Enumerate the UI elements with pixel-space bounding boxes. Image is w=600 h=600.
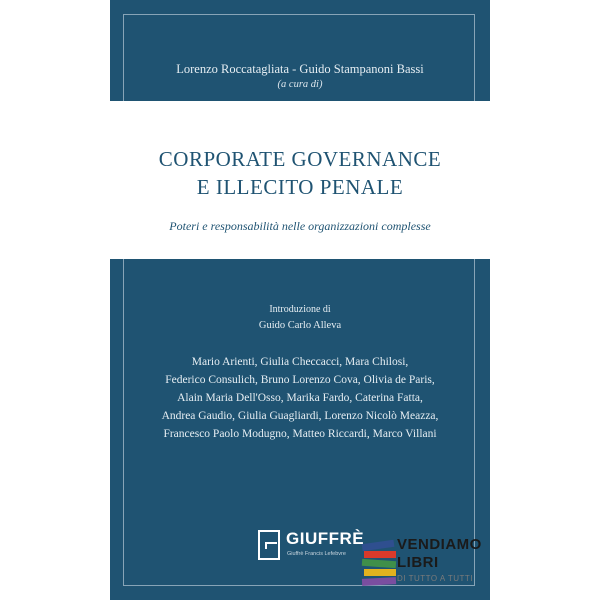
cover-authors: Lorenzo Roccatagliata - Guido Stampanoni Bassi <box>176 62 424 76</box>
books-stack-icon <box>360 538 400 588</box>
contributors-line: Mario Arienti, Giulia Checcacci, Mara Chilosi, <box>191 356 409 368</box>
watermark-line2: LIBRI <box>397 554 439 571</box>
publisher-mark-icon <box>258 530 280 560</box>
cover-subtitle: Poteri e responsabilità nelle organizzazioni complesse <box>169 219 431 233</box>
contributors-line: Andrea Gaudio, Giulia Guagliardi, Lorenzo Nicolò Meazza, <box>161 410 439 422</box>
watermark <box>350 530 500 590</box>
publisher-subtitle: Giuffrè Francis Lefebvre <box>287 551 346 557</box>
watermark-line1: VENDIAMO <box>397 536 482 553</box>
intro-label: Introduzione di <box>269 304 331 315</box>
cover-title-line1: CORPORATE GOVERNANCE <box>158 147 442 171</box>
publisher-name: GIUFFRÈ <box>286 529 365 548</box>
cover-title-line2: E ILLECITO PENALE <box>196 175 404 199</box>
contributors-line: Federico Consulich, Bruno Lorenzo Cova, Olivia de Paris, <box>165 374 435 386</box>
cover-curatori-note: (a cura di) <box>277 79 323 90</box>
contributors-line: Alain Maria Dell'Osso, Marika Fardo, Caterina Fatta, <box>177 392 423 404</box>
title-panel <box>110 101 490 259</box>
watermark-line3: DI TUTTO A TUTTI <box>397 574 474 583</box>
intro-name: Guido Carlo Alleva <box>258 320 342 331</box>
contributors-line: Francesco Paolo Modugno, Matteo Riccardi, Marco Villani <box>163 428 437 440</box>
cover-frame <box>123 14 475 586</box>
